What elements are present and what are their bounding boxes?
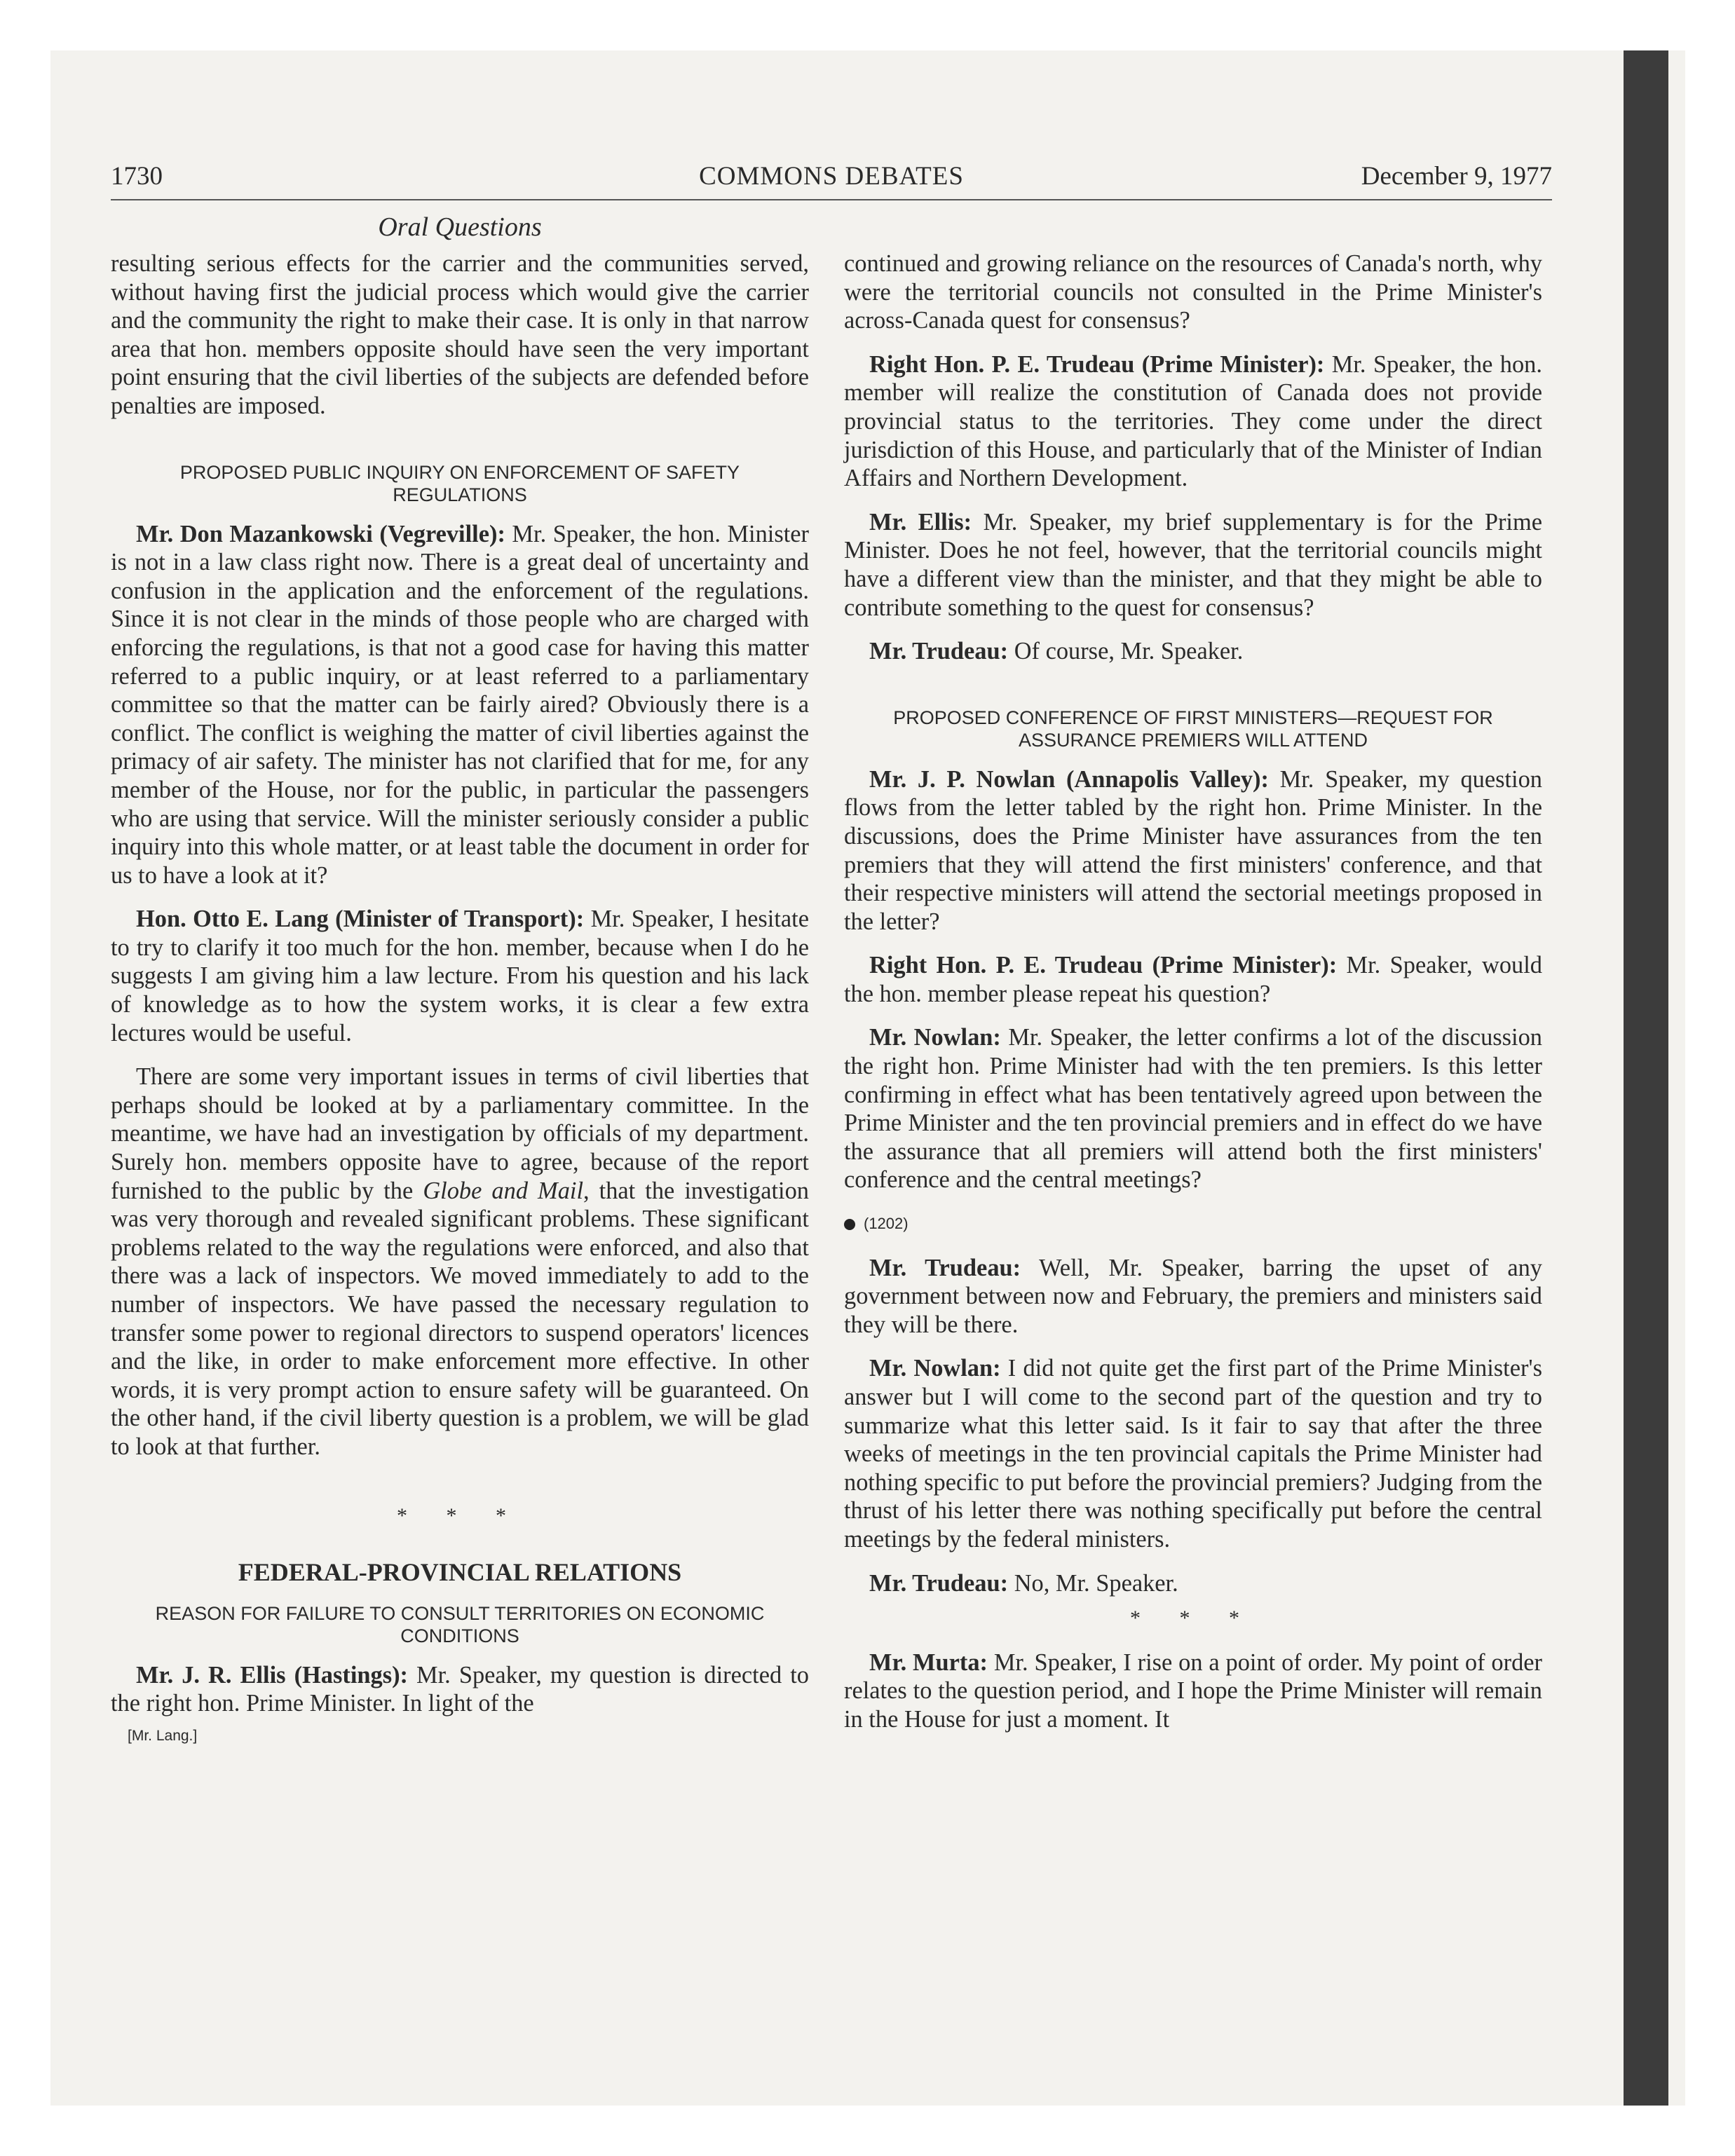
publication-title: COMMONS DEBATES xyxy=(699,162,964,191)
speech-text: Of course, Mr. Speaker. xyxy=(1008,638,1244,665)
paragraph xyxy=(111,520,809,890)
speech-text: Mr. Speaker, the hon. member will realize the constitution of Canada does not provide provincial status to the territories. They come under the direct jurisdiction of this House, and particularly that of the Minister of Indian Affairs and Northern Development. xyxy=(844,350,1542,492)
paragraph: continued and growing reliance on the resources of Canada's north, why were the territorial councils not consulted in the Prime Minister's across-Canada quest for consensus? xyxy=(844,250,1542,334)
paragraph xyxy=(844,1569,1542,1598)
speaker-name: Mr. Nowlan: xyxy=(869,1024,1001,1051)
paragraph: resulting serious effects for the carrier and the communities served, without having first the judicial process which would give the carrier and the community the right to make their case. It is only in that narrow area that hon. members opposite should have seen the very important point ensuring that the civil liberties of the subjects are defended before penalties are imposed. xyxy=(111,250,809,419)
paragraph xyxy=(844,1254,1542,1339)
speaker-name: Mr. J. P. Nowlan (Annapolis Valley): xyxy=(869,765,1269,793)
header-date: December 9, 1977 xyxy=(1361,162,1552,191)
speech-text: Mr. Speaker, the hon. Minister is not in a law class right now. There is a great deal of uncertainty and confusion in the application and the enforcement of the regulations. Since it is not clear in the minds of those people who are charged with enforcing the regulations, is that not a good case for having this matter referred to a public inquiry, or at least referred to a parliamentary committee so that the matter can be fairly aired? Obviously there is a conflict. The conflict is weighing the matter of civil liberties against the primacy of air safety. The minister has not clarified that for me, for any member of the House, nor for the public, in particular the passengers who are using that service. Will the minister seriously consider a public inquiry into this whole matter, or at least table the document in order for us to have a look at it? xyxy=(111,520,809,889)
speech-text: Mr. Speaker, would the hon. member please repeat his question? xyxy=(844,952,1542,1007)
speaker-name: Right Hon. P. E. Trudeau (Prime Minister): xyxy=(869,350,1325,378)
speech-text: Mr. Speaker, my brief supplementary is for the Prime Minister. Does he not feel, however, that the territorial councils might have a different view than the minister, and that they might be able to contribute something to the quest for consensus? xyxy=(844,508,1543,621)
speech-text: I did not quite get the first part of the Prime Minister's answer but I will come to the second part of the question and try to summarize what this letter said. Is it fair to say that after the three weeks of meetings in the ten provincial capitals the Prime Minister had nothing specific to put before the provincial premiers? Judging from the thrust of his letter there was nothing specifically put before the central meetings by the federal ministers. xyxy=(844,1355,1542,1553)
speaker-name: Mr. J. R. Ellis (Hastings): xyxy=(136,1661,408,1688)
speech-text: , that the investigation was very thorough and revealed significant problems. These significant problems related to the way the regulations were enforced, and also that there was a lack of inspectors. We moved immediately to add to the number of inspectors. We have passed the necessary regulation to transfer some power to regional directors to suspend operators' licences and the like, in order to make enforcement more effective. In other words, it is very prompt action to ensure safety will be guaranteed. On the other hand, if the civil liberty question is a problem, we will be glad to look at that further. xyxy=(111,1177,810,1460)
paragraph xyxy=(844,765,1542,936)
section-label: Oral Questions xyxy=(378,212,542,242)
speaker-name: Mr. Murta: xyxy=(869,1649,988,1676)
speech-text: There are some very important issues in terms of civil liberties that perhaps should be looked at by a parliamentary committee. In the meantime, we have had an investigation by officials of my department. Surely hon. members opposite have to agree, because of the report furnished to the public by the xyxy=(111,1063,809,1204)
speech-text: Mr. Speaker, the letter confirms a lot of the discussion the right hon. Prime Minister had with the ten premiers. Is this letter confirming in effect what has been tentatively agreed upon between the Prime Minister and the ten provincial premiers and in effect do we have the assurance that all premiers will attend both the first ministers' conference and the central meetings? xyxy=(844,1024,1542,1194)
speaker-name: Mr. Trudeau: xyxy=(869,638,1009,665)
subheading: PROPOSED CONFERENCE OF FIRST MINISTERS—REQUEST FOR ASSURANCE PREMIERS WILL ATTEND xyxy=(893,707,1493,751)
time-marker xyxy=(844,1210,1542,1239)
speech-text: Mr. Speaker, my question is directed to the right hon. Prime Minister. In light of the xyxy=(111,1661,809,1717)
paragraph xyxy=(111,1661,809,1718)
speaker-name: Mr. Trudeau: xyxy=(869,1569,1009,1597)
publication-name: Globe and Mail xyxy=(423,1177,584,1204)
subheading: PROPOSED PUBLIC INQUIRY ON ENFORCEMENT OF SAFETY REGULATIONS xyxy=(179,461,740,505)
speech-text: No, Mr. Speaker. xyxy=(1008,1569,1178,1597)
section-heading: FEDERAL-PROVINCIAL RELATIONS xyxy=(238,1558,682,1587)
subheading: REASON FOR FAILURE TO CONSULT TERRITORIES ON ECONOMIC CONDITIONS xyxy=(155,1602,765,1646)
paragraph xyxy=(111,905,809,1047)
paragraph xyxy=(111,1063,809,1461)
section-divider-stars: * * * xyxy=(397,1503,523,1527)
paragraph xyxy=(844,508,1542,622)
page-number: 1730 xyxy=(111,162,163,191)
paragraph xyxy=(844,350,1542,493)
paragraph xyxy=(844,1023,1542,1194)
page-header xyxy=(111,161,1552,200)
paragraph xyxy=(844,1649,1542,1734)
paragraph xyxy=(844,637,1542,666)
speech-text: Mr. Speaker, my question flows from the letter tabled by the right hon. Prime Minister. In the discussions, does the Prime Minister have assurances from the ten premiers that they will attend the first ministers' conference, and that their respective ministers will attend the sectorial meetings proposed in the letter? xyxy=(844,765,1542,935)
bullet-icon xyxy=(844,1219,855,1230)
speaker-name: Mr. Don Mazankowski (Vegreville): xyxy=(136,520,505,547)
left-column xyxy=(111,250,809,1751)
right-column xyxy=(844,250,1542,1734)
speaker-name: Mr. Trudeau: xyxy=(869,1254,1021,1281)
speech-text: Mr. Speaker, I hesitate to try to clarify it too much for the hon. member, because when I do he suggests I am giving him a law lecture. From his question and his lack of knowledge as to how the system works, it is clear a few extra lectures would be useful. xyxy=(111,906,810,1046)
speaker-name: Hon. Otto E. Lang (Minister of Transport): xyxy=(136,906,585,933)
speaker-name: Mr. Ellis: xyxy=(869,508,972,535)
paragraph xyxy=(844,1354,1542,1553)
paragraph xyxy=(844,951,1542,1008)
section-divider-stars: * * * xyxy=(1130,1606,1256,1630)
speech-text: Well, Mr. Speaker, barring the upset of any government between now and February, the premiers and ministers said they will be there. xyxy=(844,1254,1542,1338)
speaker-name: Mr. Nowlan: xyxy=(869,1355,1001,1382)
time-stamp: (1202) xyxy=(864,1215,909,1233)
speaker-name: Right Hon. P. E. Trudeau (Prime Minister): xyxy=(869,952,1338,979)
footnote: [Mr. Lang.] xyxy=(128,1727,198,1744)
speech-text: Mr. Speaker, I rise on a point of order. My point of order relates to the question period, and I hope the Prime Minister will remain in the House for just a moment. It xyxy=(844,1649,1542,1733)
